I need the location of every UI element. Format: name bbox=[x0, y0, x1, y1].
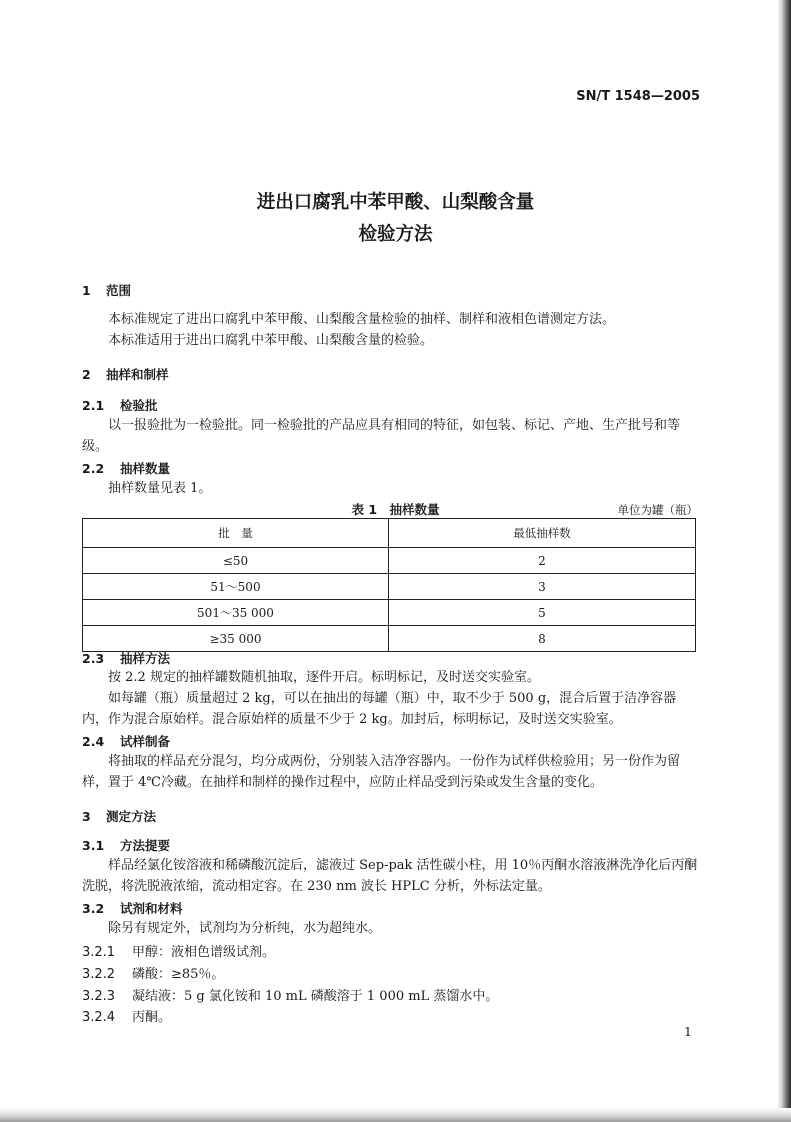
section-title: 试剂和材料 bbox=[120, 901, 183, 916]
table-1-caption: 表 1 抽样数量 bbox=[351, 502, 440, 517]
item-text: 丙酮。 bbox=[132, 1010, 172, 1025]
section-3-1-paragraph: 样品经氯化铵溶液和稀磷酸沉淀后，滤液过 Sep-pak 活性碳小柱，用 10％丙酮水溶液淋洗净化后丙酮洗脱，将洗脱液浓缩，流动相定容。在 230 nm 波长 HPLC 分析，外标法定量。 bbox=[82, 858, 698, 894]
section-2-4-heading bbox=[82, 732, 170, 750]
section-title: 测定方法 bbox=[106, 809, 157, 824]
item-text: 凝结液：5 g 氯化铵和 10 mL 磷酸溶于 1 000 mL 蒸馏水中。 bbox=[132, 989, 499, 1004]
list-item bbox=[82, 1006, 171, 1025]
scan-edge-right bbox=[777, 0, 791, 1122]
section-title: 抽样和制样 bbox=[106, 367, 169, 382]
list-item bbox=[82, 963, 224, 982]
section-2-3-heading bbox=[82, 649, 170, 667]
section-3-2-paragraph: 除另有规定外，试剂均为分析纯，水为超纯水。 bbox=[108, 921, 382, 936]
min-samples-cell: 3 bbox=[389, 574, 696, 600]
section-title: 方法提要 bbox=[120, 838, 171, 853]
section-number: 2.3 bbox=[82, 651, 105, 666]
header-min-samples: 最低抽样数 bbox=[389, 519, 696, 548]
section-2-4-paragraph: 将抽取的样品充分混匀，均分成两份，分别装入洁净容器内。一份作为试样供检验用；另一份作为留样，置于 4℃冷藏。在抽样和制样的操作过程中，应防止样品受到污染或发生含量的变化。 bbox=[82, 754, 681, 790]
document-title-line1: 进出口腐乳中苯甲酸、山梨酸含量 bbox=[256, 192, 535, 213]
section-1-heading bbox=[82, 281, 131, 299]
section-number: 2.2 bbox=[82, 461, 105, 476]
item-number: 3.2.4 bbox=[82, 1010, 116, 1025]
min-samples-cell: 8 bbox=[389, 626, 696, 652]
min-samples-cell: 5 bbox=[389, 600, 696, 626]
section-title: 检验批 bbox=[120, 398, 158, 413]
section-2-1-heading bbox=[82, 396, 158, 414]
document-title-line2: 检验方法 bbox=[358, 224, 433, 245]
section-number: 3 bbox=[82, 809, 91, 824]
list-item bbox=[82, 941, 275, 960]
item-text: 甲醇：液相色谱级试剂。 bbox=[132, 945, 276, 960]
table-row bbox=[83, 600, 696, 626]
item-text: 磷酸：≥85％。 bbox=[132, 967, 225, 982]
section-title: 抽样方法 bbox=[120, 651, 171, 666]
section-number: 1 bbox=[82, 283, 91, 298]
section-title: 范围 bbox=[106, 283, 132, 298]
section-1-paragraph-2: 本标准适用于进出口腐乳中苯甲酸、山梨酸含量的检验。 bbox=[108, 333, 434, 348]
item-number: 3.2.2 bbox=[82, 967, 116, 982]
scan-edge-bottom bbox=[0, 1108, 791, 1122]
section-title: 试样制备 bbox=[120, 734, 171, 749]
section-number: 2.4 bbox=[82, 734, 105, 749]
page-number: 1 bbox=[684, 1024, 692, 1039]
section-3-1-heading bbox=[82, 836, 170, 854]
section-1-paragraph-1: 本标准规定了进出口腐乳中苯甲酸、山梨酸含量检验的抽样、制样和液相色谱测定方法。 bbox=[108, 312, 616, 327]
batch-size-cell: ≤50 bbox=[83, 548, 389, 574]
table-header-row bbox=[83, 519, 696, 548]
section-2-2-heading bbox=[82, 459, 170, 477]
item-number: 3.2.3 bbox=[82, 989, 116, 1004]
table-1-unit: 单位为罐（瓶） bbox=[617, 503, 698, 517]
section-2-1-paragraph: 以一报验批为一检验批。同一检验批的产品应具有相同的特征，如包装、标记、产地、生产批号和等级。 bbox=[82, 418, 681, 454]
table-row bbox=[83, 574, 696, 600]
table-row bbox=[83, 626, 696, 652]
sampling-quantity-table bbox=[82, 518, 696, 652]
list-item bbox=[82, 985, 498, 1004]
standard-number: SN/T 1548—2005 bbox=[576, 89, 700, 104]
min-samples-cell: 2 bbox=[389, 548, 696, 574]
table-row bbox=[83, 548, 696, 574]
section-title: 抽样数量 bbox=[120, 461, 171, 476]
section-number: 2.1 bbox=[82, 398, 105, 413]
section-2-heading bbox=[82, 365, 169, 383]
batch-size-cell: ≥35 000 bbox=[83, 626, 389, 652]
header-batch-size: 批 量 bbox=[83, 519, 389, 548]
batch-size-cell: 51～500 bbox=[83, 574, 389, 600]
section-2-3-paragraph-1: 按 2.2 规定的抽样罐数随机抽取，逐件开启。标明标记，及时送交实验室。 bbox=[108, 670, 540, 685]
section-3-heading bbox=[82, 807, 156, 825]
section-2-2-paragraph: 抽样数量见表 1。 bbox=[108, 481, 212, 496]
section-number: 3.2 bbox=[82, 901, 105, 916]
section-number: 3.1 bbox=[82, 838, 105, 853]
section-number: 2 bbox=[82, 367, 91, 382]
item-number: 3.2.1 bbox=[82, 945, 116, 960]
section-2-3-paragraph-2: 如每罐（瓶）质量超过 2 kg，可以在抽出的每罐（瓶）中，取不少于 500 g，混合后置于洁净容器内，作为混合原始样。混合原始样的质量不少于 2 kg。加封后，标明标记，及时送交实验室。 bbox=[82, 691, 677, 727]
section-3-2-heading bbox=[82, 899, 183, 917]
batch-size-cell: 501～35 000 bbox=[83, 600, 389, 626]
